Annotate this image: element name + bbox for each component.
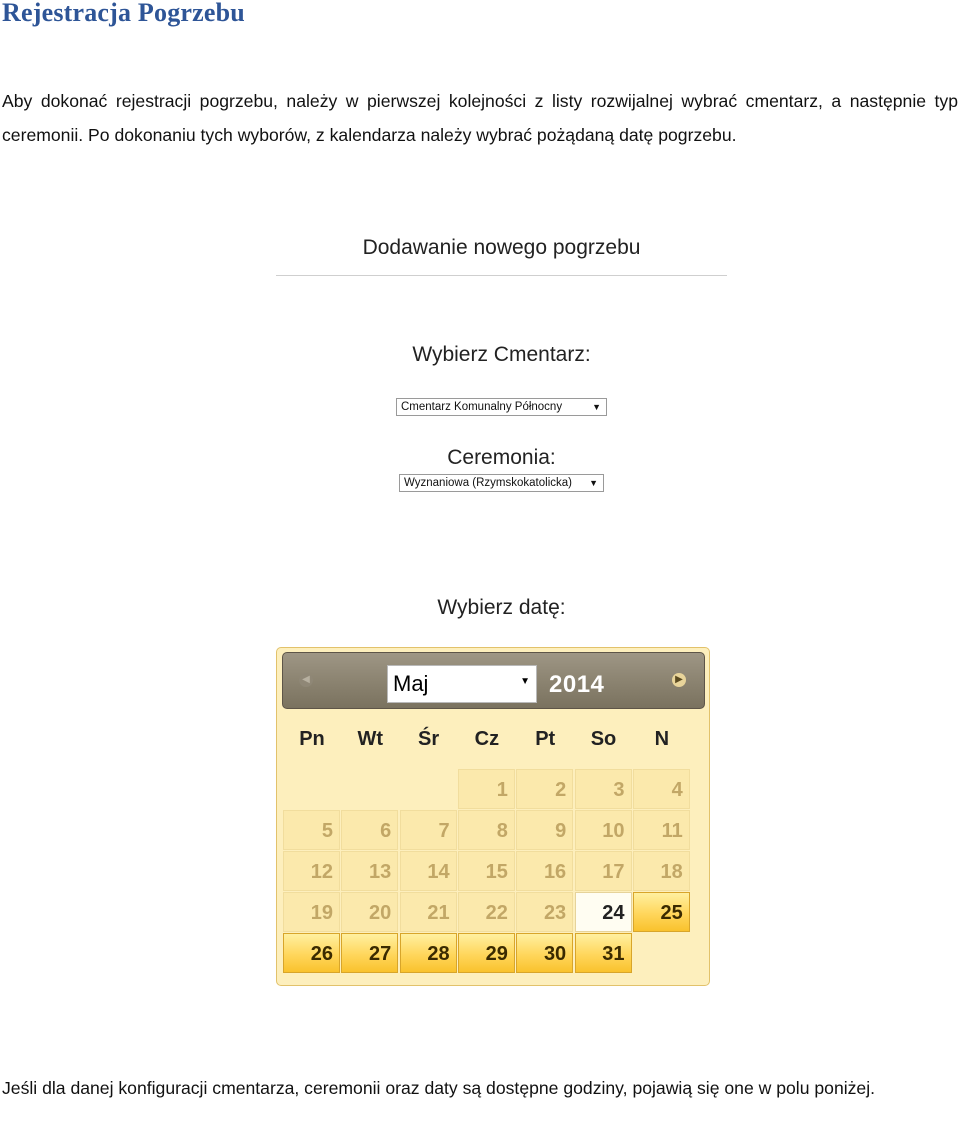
weekday-label: Pn bbox=[299, 728, 325, 750]
document-title: Rejestracja Pogrzebu bbox=[2, 0, 245, 27]
ceremony-select[interactable] bbox=[399, 474, 604, 492]
dropdown-arrow-icon: ▼ bbox=[589, 478, 598, 488]
calendar-day[interactable]: 26 bbox=[283, 933, 340, 973]
calendar-day: 15 bbox=[458, 851, 515, 891]
month-select[interactable] bbox=[387, 665, 537, 703]
calendar-day: 4 bbox=[633, 769, 690, 809]
calendar-day[interactable]: 28 bbox=[400, 933, 457, 973]
calendar-day: 21 bbox=[400, 892, 457, 932]
calendar-day: 18 bbox=[633, 851, 690, 891]
calendar-header bbox=[282, 652, 705, 709]
calendar-day: 12 bbox=[283, 851, 340, 891]
calendar-day: 2 bbox=[516, 769, 573, 809]
cemetery-select[interactable] bbox=[396, 398, 607, 416]
intro-paragraph: Aby dokonać rejestracji pogrzebu, należy w pierwszej kolejności z listy rozwijalnej wybrać cmentarz, a następnie typ ceremonii. Po dokonaniu tych wyborów, z kalendarza należy wybrać pożądaną datę pogrzebu. bbox=[2, 91, 958, 145]
calendar-day[interactable]: 29 bbox=[458, 933, 515, 973]
weekday-label: So bbox=[590, 728, 617, 750]
dropdown-arrow-icon: ▼ bbox=[592, 402, 601, 412]
calendar-day: 6 bbox=[341, 810, 398, 850]
weekday-label: Śr bbox=[418, 728, 440, 750]
calendar-day: 17 bbox=[575, 851, 632, 891]
ceremony-select-value: Wyznaniowa (Rzymskokatolicka) bbox=[404, 477, 572, 489]
calendar-day: 22 bbox=[458, 892, 515, 932]
month-select-value: Maj bbox=[393, 671, 429, 696]
year-label: 2014 bbox=[549, 671, 605, 698]
calendar-day[interactable]: 30 bbox=[516, 933, 573, 973]
date-label: Wybierz datę: bbox=[437, 596, 566, 619]
calendar-day[interactable]: 25 bbox=[633, 892, 690, 932]
calendar-day[interactable]: 24 bbox=[575, 892, 632, 932]
date-picker-calendar bbox=[276, 647, 710, 986]
calendar-day: 11 bbox=[633, 810, 690, 850]
calendar-day: 9 bbox=[516, 810, 573, 850]
calendar-day: 3 bbox=[575, 769, 632, 809]
calendar-day: 19 bbox=[283, 892, 340, 932]
calendar-day[interactable]: 27 bbox=[341, 933, 398, 973]
weekday-label: N bbox=[654, 728, 670, 750]
weekday-label: Cz bbox=[474, 728, 500, 750]
calendar-day: 13 bbox=[341, 851, 398, 891]
dropdown-arrow-icon: ▼ bbox=[520, 676, 530, 687]
calendar-day: 1 bbox=[458, 769, 515, 809]
calendar-day: 16 bbox=[516, 851, 573, 891]
calendar-day: 10 bbox=[575, 810, 632, 850]
ceremony-label: Ceremonia: bbox=[447, 446, 556, 469]
calendar-day: 20 bbox=[341, 892, 398, 932]
calendar-day: 23 bbox=[516, 892, 573, 932]
weekday-label: Pt bbox=[535, 728, 556, 750]
prev-month-icon[interactable]: ◀ bbox=[299, 673, 313, 687]
outro-paragraph: Jeśli dla danej konfiguracji cmentarza, ceremonii oraz daty są dostępne godziny, pojawią się one w polu poniżej. bbox=[2, 1078, 876, 1098]
cemetery-select-value: Cmentarz Komunalny Północny bbox=[401, 401, 563, 413]
next-month-icon[interactable]: ▶ bbox=[672, 673, 686, 687]
calendar-day: 7 bbox=[400, 810, 457, 850]
calendar-day: 8 bbox=[458, 810, 515, 850]
header-divider bbox=[276, 275, 727, 276]
weekday-header-row bbox=[283, 728, 703, 754]
calendar-day: 14 bbox=[400, 851, 457, 891]
cemetery-label: Wybierz Cmentarz: bbox=[412, 343, 591, 366]
weekday-label: Wt bbox=[357, 728, 384, 750]
calendar-day[interactable]: 31 bbox=[575, 933, 632, 973]
calendar-day: 5 bbox=[283, 810, 340, 850]
form-header: Dodawanie nowego pogrzebu bbox=[362, 236, 641, 259]
